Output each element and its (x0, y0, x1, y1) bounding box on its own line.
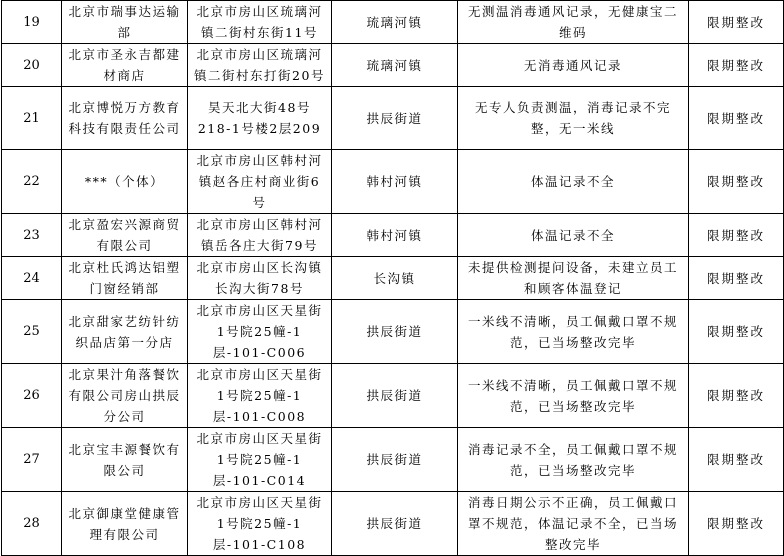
street-cell: 琉璃河镇 (332, 44, 458, 87)
action-cell: 限期整改 (689, 428, 784, 492)
street-cell: 琉璃河镇 (332, 1, 458, 44)
issue-cell: 体温记录不全 (458, 214, 689, 257)
row-number-cell: 22 (2, 150, 62, 214)
company-name-cell: 北京市瑞事达运输部 (62, 1, 188, 44)
address-cell: 北京市房山区韩村河镇赵各庄村商业街6号 (188, 150, 332, 214)
issue-cell: 消毒日期公示不正确，员工佩戴口罩不规范，体温记录不全，已当场整改完毕 (458, 492, 689, 556)
street-cell: 拱辰街道 (332, 428, 458, 492)
company-name-cell: ***（个体） (62, 150, 188, 214)
action-cell: 限期整改 (689, 150, 784, 214)
table-row (2, 44, 784, 87)
company-name-cell: 北京杜氏鸿达铝塑门窗经销部 (62, 257, 188, 300)
company-name-cell: 北京御康堂健康管理有限公司 (62, 492, 188, 556)
issue-cell: 无消毒通风记录 (458, 44, 689, 87)
row-number-cell: 23 (2, 214, 62, 257)
action-cell: 限期整改 (689, 44, 784, 87)
company-name-cell: 北京盈宏兴源商贸有限公司 (62, 214, 188, 257)
row-number-cell: 24 (2, 257, 62, 300)
street-cell: 拱辰街道 (332, 87, 458, 150)
action-cell: 限期整改 (689, 87, 784, 150)
table-row (2, 150, 784, 214)
table-row (2, 300, 784, 364)
action-cell: 限期整改 (689, 492, 784, 556)
street-cell: 韩村河镇 (332, 150, 458, 214)
issue-cell: 无测温消毒通风记录，无健康宝二维码 (458, 1, 689, 44)
table-row (2, 87, 784, 150)
issue-cell: 一米线不清晰，员工佩戴口罩不规范，已当场整改完毕 (458, 364, 689, 428)
address-cell: 北京市房山区琉璃河镇二街村东街11号 (188, 1, 332, 44)
address-cell: 北京市房山区长沟镇长沟大街78号 (188, 257, 332, 300)
table-row (2, 428, 784, 492)
issue-cell: 体温记录不全 (458, 150, 689, 214)
address-cell: 北京市房山区琉璃河镇二街村东打街20号 (188, 44, 332, 87)
street-cell: 拱辰街道 (332, 300, 458, 364)
table-row (2, 1, 784, 44)
row-number-cell: 20 (2, 44, 62, 87)
table-row (2, 492, 784, 556)
issue-cell: 未提供检测提问设备，未建立员工和顾客体温登记 (458, 257, 689, 300)
company-name-cell: 北京甜家艺纺针纺织品店第一分店 (62, 300, 188, 364)
company-name-cell: 北京博悦万方教育科技有限责任公司 (62, 87, 188, 150)
action-cell: 限期整改 (689, 364, 784, 428)
street-cell: 韩村河镇 (332, 214, 458, 257)
address-cell: 北京市房山区天星街1号院25幢-1层-101-C008 (188, 364, 332, 428)
street-cell: 拱辰街道 (332, 492, 458, 556)
row-number-cell: 27 (2, 428, 62, 492)
table-row (2, 364, 784, 428)
address-cell: 北京市房山区天星街1号院25幢-1层-101-C006 (188, 300, 332, 364)
company-name-cell: 北京宝丰源餐饮有限公司 (62, 428, 188, 492)
address-cell: 北京市房山区天星街1号院25幢-1层-101-C014 (188, 428, 332, 492)
issue-cell: 无专人负责测温，消毒记录不完整，无一米线 (458, 87, 689, 150)
issue-cell: 一米线不清晰，员工佩戴口罩不规范，已当场整改完毕 (458, 300, 689, 364)
table-row (2, 257, 784, 300)
row-number-cell: 19 (2, 1, 62, 44)
address-cell: 北京市房山区韩村河镇岳各庄大街79号 (188, 214, 332, 257)
row-number-cell: 26 (2, 364, 62, 428)
street-cell: 拱辰街道 (332, 364, 458, 428)
action-cell: 限期整改 (689, 257, 784, 300)
row-number-cell: 21 (2, 87, 62, 150)
company-name-cell: 北京市圣永吉都建材商店 (62, 44, 188, 87)
address-cell: 北京市房山区天星街1号院25幢-1层-101-C108 (188, 492, 332, 556)
street-cell: 长沟镇 (332, 257, 458, 300)
address-cell: 昊天北大街48号218-1号楼2层209 (188, 87, 332, 150)
issue-cell: 消毒记录不全，员工佩戴口罩不规范，已当场整改完毕 (458, 428, 689, 492)
company-name-cell: 北京果汁角落餐饮有限公司房山拱辰分公司 (62, 364, 188, 428)
action-cell: 限期整改 (689, 214, 784, 257)
action-cell: 限期整改 (689, 1, 784, 44)
row-number-cell: 25 (2, 300, 62, 364)
table-row (2, 214, 784, 257)
row-number-cell: 28 (2, 492, 62, 556)
action-cell: 限期整改 (689, 300, 784, 364)
enterprise-inspection-table (1, 0, 784, 556)
